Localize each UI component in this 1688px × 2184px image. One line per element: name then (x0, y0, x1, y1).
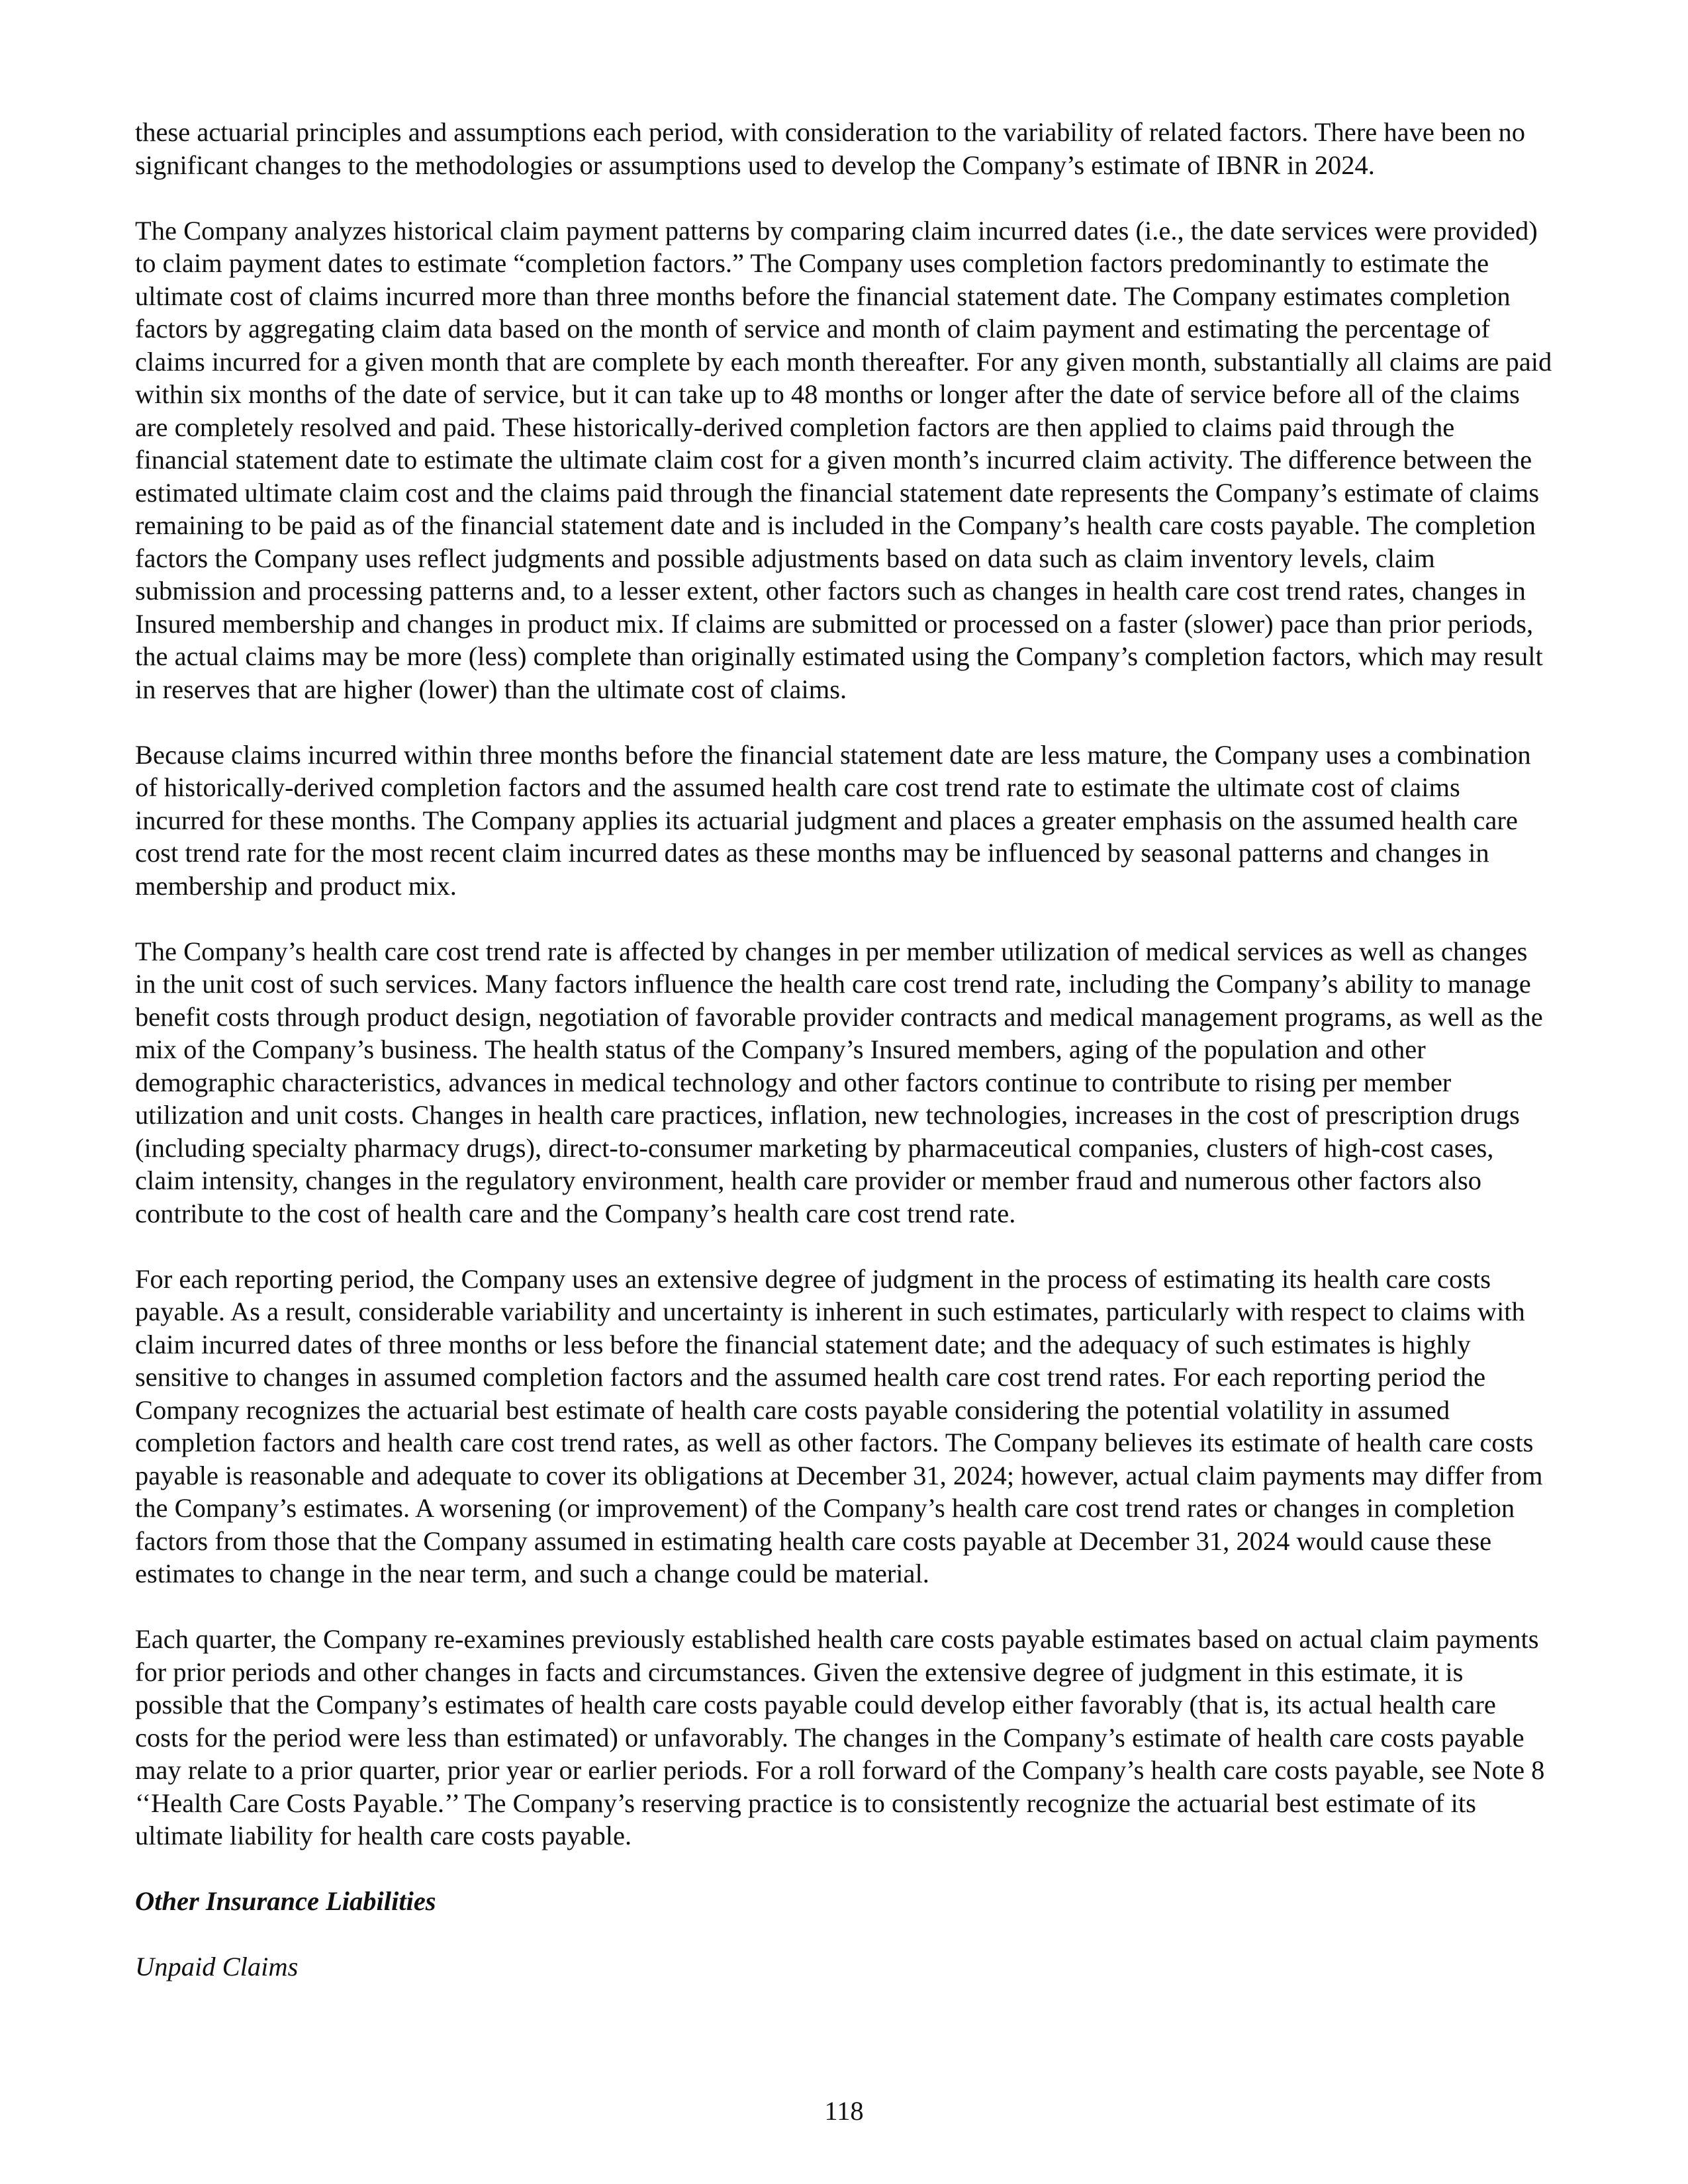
paragraph-completion-factors: The Company analyzes historical claim payment patterns by comparing claim incurred dates (i.e., the date services were provided) to claim payment dates to estimate “completion factors.” The Company uses completion factors predominantly to estimate the ultimate cost of claims incurred more than three months before the financial statement date. The Company estimates completion factors by aggregating claim data based on the month of service and month of claim payment and estimating the percentage of claims incurred for a given month that are complete by each month thereafter. For any given month, substantially all claims are paid within six months of the date of service, but it can take up to 48 months or longer after the date of service before all of the claims are completely resolved and paid. These historically-derived completion factors are then applied to claims paid through the financial statement date to estimate the ultimate claim cost for a given month’s incurred claim activity. The difference between the estimated ultimate claim cost and the claims paid through the financial statement date represents the Company’s estimate of claims remaining to be paid as of the financial statement date and is included in the Company’s health care costs payable. The completion factors the Company uses reflect judgments and possible adjustments based on data such as claim inventory levels, claim submission and processing patterns and, to a lesser extent, other factors such as changes in health care cost trend rates, changes in Insured membership and changes in product mix. If claims are submitted or processed on a faster (slower) pace than prior periods, the actual claims may be more (less) complete than originally estimated using the Company’s completion factors, which may result in reserves that are higher (lower) than the ultimate cost of claims. (135, 215, 1552, 704)
page-number: 118 (824, 2096, 864, 2126)
document-body (135, 116, 1553, 1983)
paragraph-quarterly-review: Each quarter, the Company re-examines previously established health care costs payable estimates based on actual claim payments for prior periods and other changes in facts and circumstances. Given the extensive degree of judgment in this estimate, it is possible that the Company’s estimates of health care costs payable could develop either favorably (that is, its actual health care costs for the period were less than estimated) or unfavorably. The changes in the Company’s estimate of health care costs payable may relate to a prior quarter, prior year or earlier periods. For a roll forward of the Company’s health care costs payable, see Note 8 ‘‘Health Care Costs Payable.’’ The Company’s reserving practice is to consistently recognize the actuarial best estimate of its ultimate liability for health care costs payable. (135, 1624, 1545, 1850)
section-heading: Other Insurance Liabilities (135, 1886, 436, 1916)
paragraph-ibnr-assumptions: these actuarial principles and assumptions each period, with consideration to the variability of related factors. There have been no significant changes to the methodologies or assumptions used to develop the Company’s estimate of IBNR in 2024. (135, 117, 1526, 180)
subsection-heading: Unpaid Claims (135, 1952, 299, 1981)
paragraph-cost-trend-rate: The Company’s health care cost trend rate is affected by changes in per member utilization of medical services as well as changes in the unit cost of such services. Many factors influence the health care cost trend rate, including the Company’s ability to manage benefit costs through product design, negotiation of favorable provider contracts and medical management programs, as well as the mix of the Company’s business. The health status of the Company’s Insured members, aging of the population and other demographic characteristics, advances in medical technology and other factors continue to contribute to rising per member utilization and unit costs. Changes in health care practices, inflation, new technologies, increases in the cost of prescription drugs (including specialty pharmacy drugs), direct-to-consumer marketing by pharmaceutical companies, clusters of high-cost cases, claim intensity, changes in the regulatory environment, health care provider or member fraud and numerous other factors also contribute to the cost of health care and the Company’s health care cost trend rate. (135, 936, 1543, 1228)
paragraph-judgment-estimates: For each reporting period, the Company uses an extensive degree of judgment in the process of estimating its health care costs payable. As a result, considerable variability and uncertainty is inherent in such estimates, particularly with respect to claims with claim incurred dates of three months or less before the financial statement date; and the adequacy of such estimates is highly sensitive to changes in assumed completion factors and the assumed health care cost trend rates. For each reporting period the Company recognizes the actuarial best estimate of health care costs payable considering the potential volatility in assumed completion factors and health care cost trend rates, as well as other factors. The Company believes its estimate of health care costs payable is reasonable and adequate to cover its obligations at December 31, 2024; however, actual claim payments may differ from the Company’s estimates. A worsening (or improvement) of the Company’s health care cost trend rates or changes in completion factors from those that the Company assumed in estimating health care costs payable at December 31, 2024 would cause these estimates to change in the near term, and such a change could be material. (135, 1263, 1543, 1588)
paragraph-recent-claims: Because claims incurred within three months before the financial statement date are less mature, the Company uses a combination of historically-derived completion factors and the assumed health care cost trend rate to estimate the ultimate cost of claims incurred for these months. The Company applies its actuarial judgment and places a greater emphasis on the assumed health care cost trend rate for the most recent claim incurred dates as these months may be influenced by seasonal patterns and changes in membership and product mix. (135, 739, 1531, 901)
